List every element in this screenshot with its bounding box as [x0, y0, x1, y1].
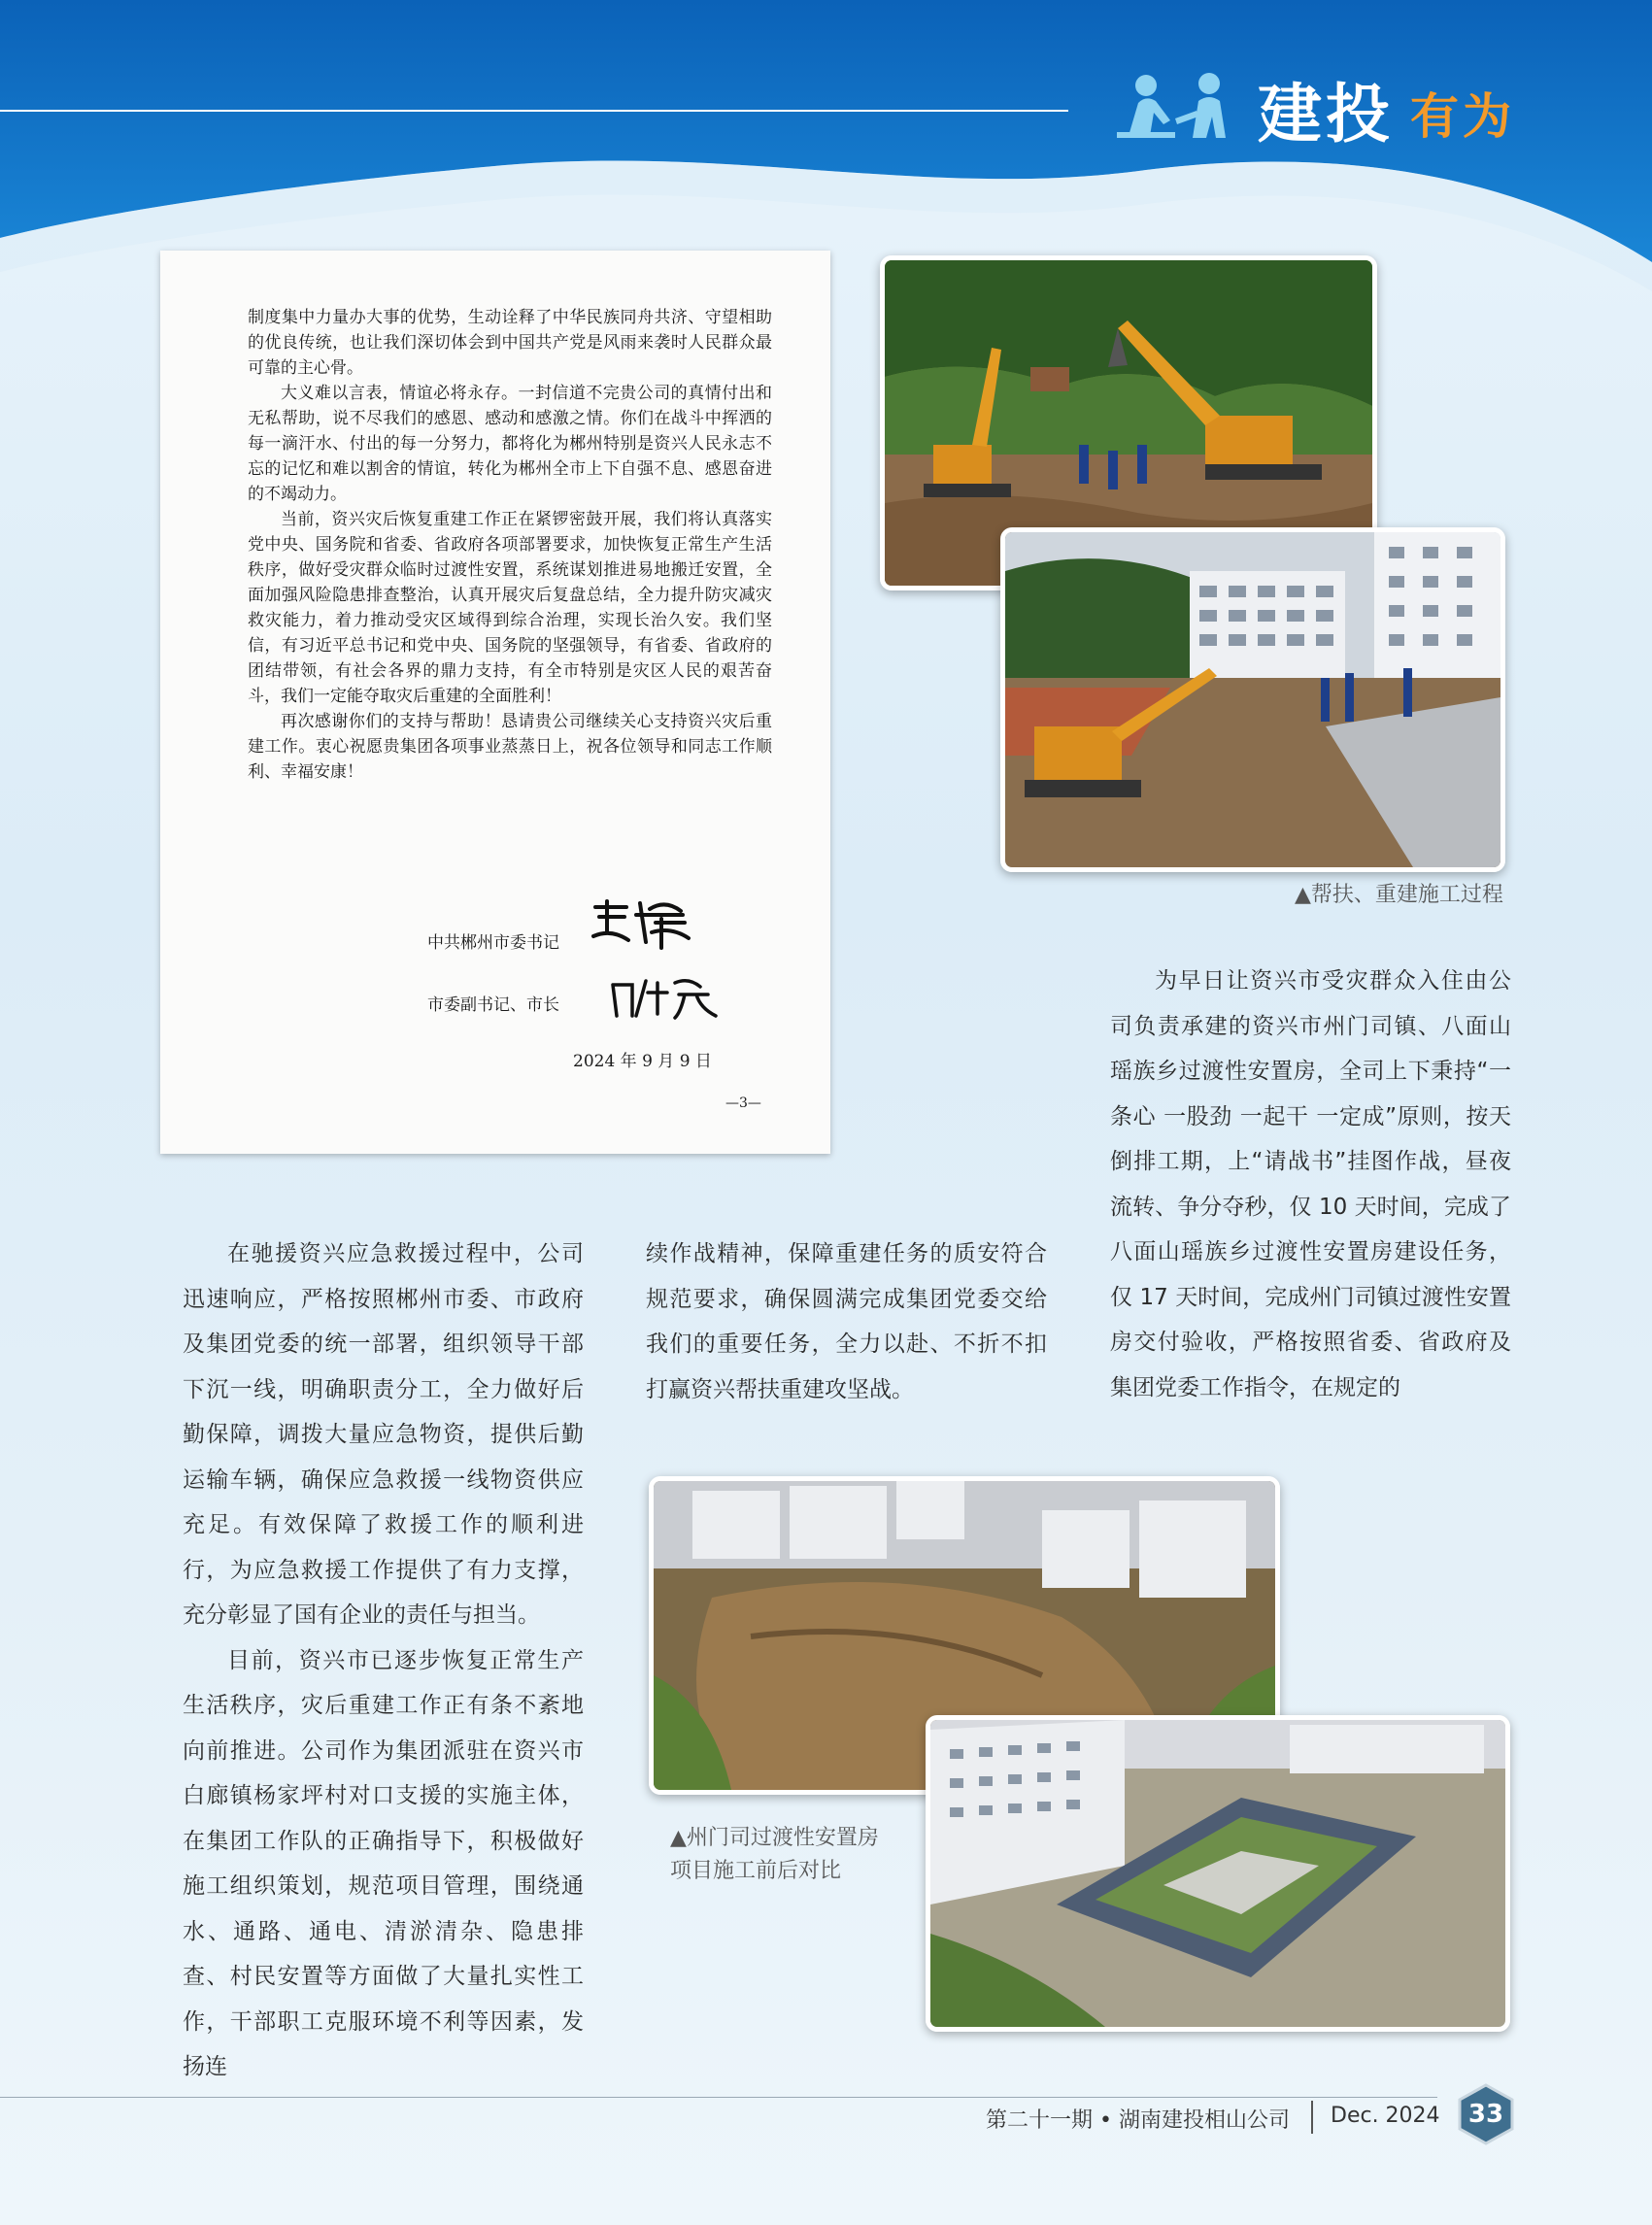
- article-column-3: [1110, 959, 1511, 1410]
- footer-rule: [0, 2097, 1437, 2098]
- caption-top-photos: ▲帮扶、重建施工过程: [1295, 883, 1503, 907]
- brand-title: 建投: [1258, 76, 1394, 152]
- letter-paragraph: 当前，资兴灾后恢复重建工作正在紧锣密鼓开展，我们将认真落实党中央、国务院和省委、省政府各项部署要求，加快恢复正常生产生活秩序，做好受灾群众临时过渡性安置，系统谋划推进易地搬迁安置，全面加强风险隐患排查整治，认真开展灾后复盘总结，全力提升防灾减灾救灾能力，着力推动受灾区域得到综合治理，实现长治久安。我们坚信，有习近平总书记和党中央、国务院的坚强领导，有省委、省政府的团结带领，有社会各界的鼎力支持，有全市特别是灾区人民的艰苦奋斗，我们一定能夺取灾后重建的全面胜利！: [248, 510, 772, 706]
- letter-body: [248, 305, 772, 785]
- article-paragraph: 目前，资兴市已逐步恢复正常生产生活秩序，灾后重建工作正有条不紊地向前推进。公司作为集团派驻在资兴市白廊镇杨家坪村对口支援的实施主体，在集团工作队的正确指导下，积极做好施工组织策划，规范项目管理，围绕通水、通路、通电、清淤清杂、隐患排查、村民安置等方面做了大量扎实性工作，干部职工克服环境不利等因素，发扬连: [183, 1647, 584, 2079]
- header-band: [0, 0, 1652, 291]
- article-column-1: [183, 1231, 584, 2090]
- scanned-letter: [160, 251, 830, 1154]
- header-rule: [0, 110, 1068, 112]
- signature-2: [607, 973, 724, 1022]
- signer1-title: 中共郴州市委书记: [427, 933, 559, 953]
- brand-subtitle: 有为: [1410, 88, 1515, 145]
- photo-aerial-after: [926, 1715, 1510, 2032]
- footer-date: Dec. 2024: [1331, 2104, 1440, 2128]
- article-paragraph: 在驰援资兴应急救援过程中，公司迅速响应，严格按照郴州市委、市政府及集团党委的统一部署，组织领导干部下沉一线，明确职责分工，全力做好后勤保障，调拨大量应急物资，提供后勤运输车辆，确保应急救援一线物资供应充足。有效保障了救援工作的顺利进行，为应急救援工作提供了有力支撑，充分彰显了国有企业的责任与担当。: [183, 1241, 584, 1628]
- caption-bottom-photos-line1: ▲州门司过渡性安置房: [670, 1826, 879, 1850]
- article-paragraph: 续作战精神，保障重建任务的质安符合规范要求，确保圆满完成集团党委交给我们的重要任务，全力以赴、不折不扣打赢资兴帮扶重建攻坚战。: [646, 1241, 1047, 1402]
- letter-paragraph: 大义难以言表，情谊必将永存。一封信道不完贵公司的真情付出和无私帮助，说不尽我们的感恩、感动和感激之情。你们在战斗中挥洒的每一滴汗水、付出的每一分努力，都将化为郴州特别是资兴人民永志不忘的记忆和难以割舍的情谊，转化为郴州全市上下自强不息、感恩奋进的不竭动力。: [248, 384, 772, 504]
- letter-paragraph: 再次感谢你们的支持与帮助！恳请贵公司继续关心支持资兴灾后重建工作。衷心祝愿贵集团各项事业蒸蒸日上，祝各位领导和同志工作顺利、幸福安康！: [248, 712, 772, 782]
- caption-bottom-photos-line2: 项目施工前后对比: [670, 1859, 842, 1883]
- signer2-title: 市委副书记、市长: [427, 995, 559, 1015]
- footer-issue: 第二十一期 • 湖南建投相山公司: [986, 2108, 1290, 2133]
- letter-date: 2024 年 9 月 9 日: [573, 1052, 712, 1071]
- page-number: 33: [1467, 2100, 1504, 2129]
- footer-separator: [1311, 2101, 1313, 2134]
- signature-1: [588, 893, 694, 952]
- photo-excavator-apartments: [1000, 527, 1505, 872]
- letter-page-mark: —3—: [725, 1096, 761, 1111]
- article-column-2: [646, 1231, 1047, 1412]
- page-number-badge: [1457, 2083, 1515, 2145]
- letter-paragraph: 制度集中力量办大事的优势，生动诠释了中华民族同舟共济、守望相助的优良传统，也让我们深切体会到中国共产党是风雨来袭时人民群众最可靠的主心骨。: [248, 308, 772, 378]
- article-paragraph: 为早日让资兴市受灾群众入住由公司负责承建的资兴市州门司镇、八面山瑶族乡过渡性安置房，全司上下秉持“一条心 一股劲 一起干 一定成”原则，按天倒排工期，上“请战书”挂图作战，昼夜流转、争分夺秒，仅 10 天时间，完成了八面山瑶族乡过渡性安置房建设任务，仅 17 天时间，完成州门司镇过渡性安置房交付验收，严格按照省委、省政府及集团党委工作指令，在规定的: [1110, 968, 1511, 1400]
